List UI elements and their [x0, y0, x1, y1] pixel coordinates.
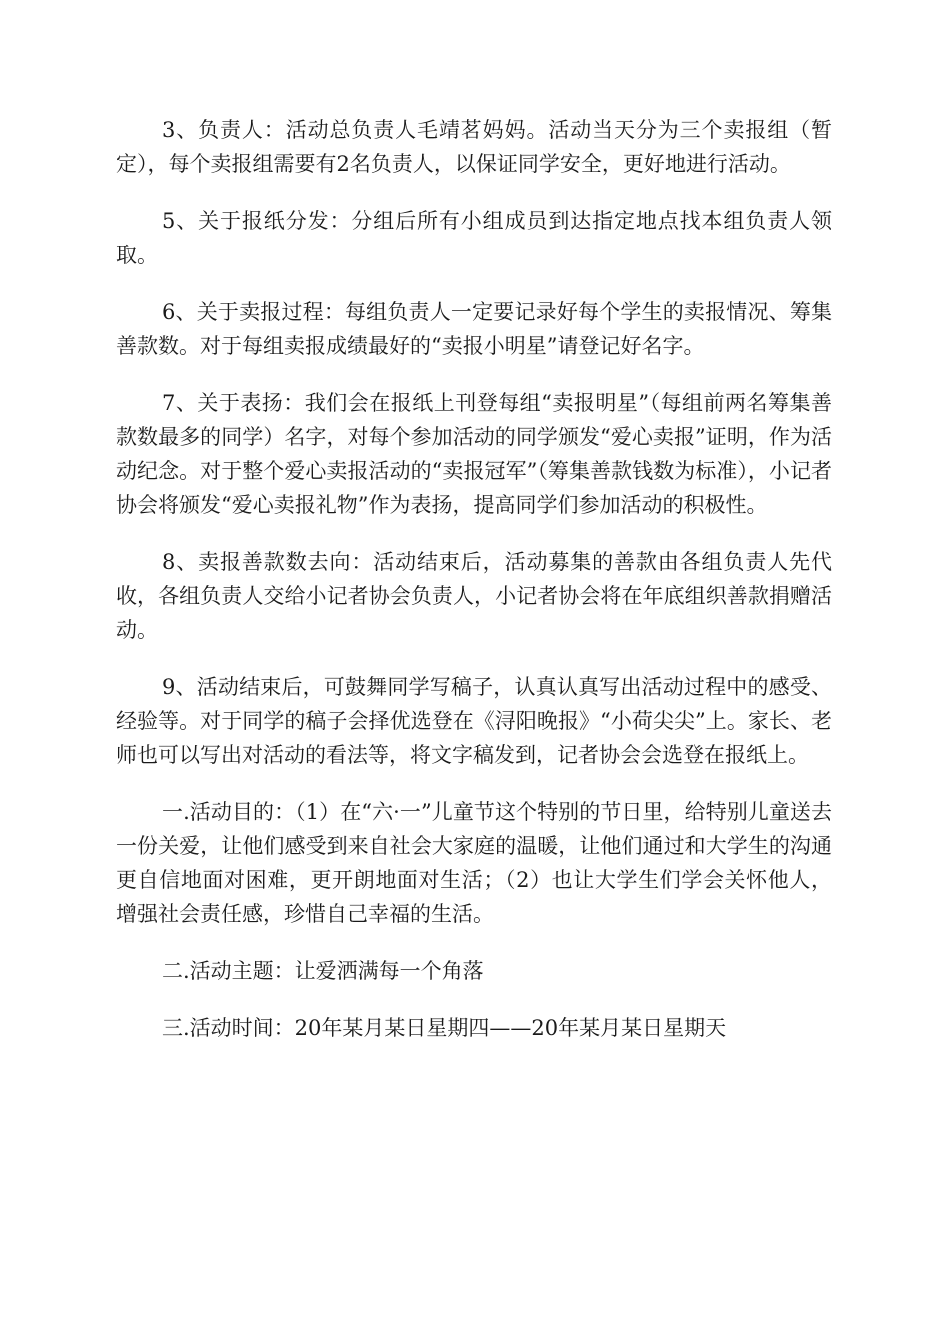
paragraph-newspaper-distribution: 5、关于报纸分发：分组后所有小组成员到达指定地点找本组负责人领取。: [116, 209, 832, 267]
paragraph-after-activity: 9、活动结束后，可鼓舞同学写稿子，认真认真写出活动过程中的感受、经验等。对于同学的稿子会择优选登在《浔阳晚报》“小荷尖尖”上。家长、老师也可以写出对活动的看法等，将文字稿发到，记者协会会选登在报纸上。: [116, 675, 832, 767]
paragraph-donation-destination: 8、卖报善款数去向：活动结束后，活动募集的善款由各组负责人先代收，各组负责人交给小记者协会负责人，小记者协会将在年底组织善款捐赠活动。: [116, 550, 832, 642]
paragraph-activity-time: 三.活动时间：20年某月某日星期四——20年某月某日星期天: [162, 1016, 727, 1040]
paragraph-commendation: 7、关于表扬：我们会在报纸上刊登每组“卖报明星”（每组前两名筹集善款数最多的同学）名字，对每个参加活动的同学颁发“爱心卖报”证明，作为活动纪念。对于整个爱心卖报活动的“卖报冠军”（筹集善款钱数为标准），小记者协会将颁发“爱心卖报礼物”作为表扬，提高同学们参加活动的积极性。: [116, 391, 832, 517]
document-page: [116, 113, 832, 1068]
paragraph-activity-purpose: 一.活动目的：（1）在“六·一”儿童节这个特别的节日里，给特别儿童送去一份关爱，让他们感受到来自社会大家庭的温暖，让他们通过和大学生的沟通更自信地面对困难，更开朗地面对生活；（2）也让大学生们学会关怀他人，增强社会责任感，珍惜自己幸福的生活。: [116, 800, 832, 926]
paragraph-activity-theme: 二.活动主题：让爱洒满每一个角落: [162, 959, 484, 983]
paragraph-responsible-person: 3、负责人：活动总负责人毛靖茗妈妈。活动当天分为三个卖报组（暂定），每个卖报组需要有2名负责人，以保证同学安全，更好地进行活动。: [116, 118, 832, 176]
paragraph-selling-process: 6、关于卖报过程：每组负责人一定要记录好每个学生的卖报情况、筹集善款数。对于每组卖报成绩最好的“卖报小明星”请登记好名字。: [116, 300, 832, 358]
